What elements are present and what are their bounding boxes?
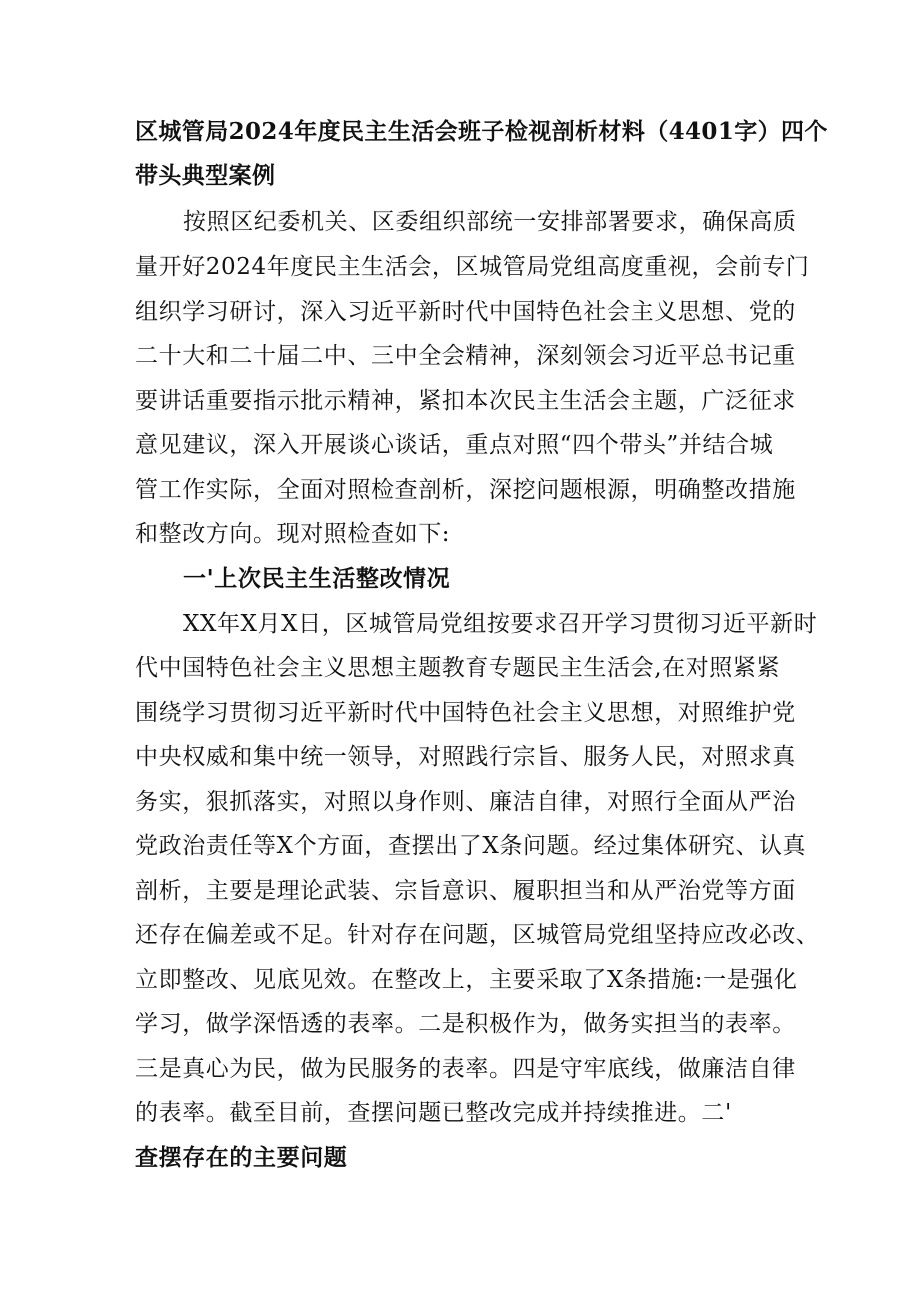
section-1-line-4: 中央权威和集中统一领导，对照践行宗旨、服务人民，对照求真 <box>135 744 796 770</box>
section-1-line-3: 围绕学习贯彻习近平新时代中国特色社会主义思想，对照维护党 <box>135 700 796 726</box>
intro-line-6: 意见建议，深入开展谈心谈话，重点对照“四个带头”并结合城 <box>135 432 774 458</box>
section-1-line-5: 务实，狠抓落实，对照以身作则、廉洁自律，对照行全面从严治 <box>135 789 796 815</box>
section-1-line-1: XX年X月X日，区城管局党组按要求召开学习贯彻习近平新时 <box>183 611 818 637</box>
intro-line-1: 按照区纪委机关、区委组织部统一安排部署要求，确保高质 <box>183 209 797 235</box>
intro-line-3: 组织学习研讨，深入习近平新时代中国特色社会主义思想、党的 <box>135 299 796 325</box>
document-title-line-2: 带头典型案例 <box>135 162 276 189</box>
intro-line-4: 二十大和二十届二中、三中全会精神，深刻领会习近平总书记重 <box>135 343 796 369</box>
section-1-line-7: 剖析，主要是理论武装、宗旨意识、履职担当和从严治党等方面 <box>135 878 796 904</box>
section-1-line-9: 立即整改、见底见效。在整改上，主要采取了X条措施:一是强化 <box>135 967 798 993</box>
section-1-line-8: 还存在偏差或不足。针对存在问题，区城管局党组坚持应改必改、 <box>135 922 820 948</box>
intro-line-2: 量开好2024年度民主生活会，区城管局党组高度重视，会前专门 <box>135 254 810 280</box>
section-1-line-12: 的表率。截至目前，查摆问题已整改完成并持续推进。二' <box>135 1100 732 1126</box>
section-1-heading: 一'上次民主生活整改情况 <box>183 565 451 592</box>
section-1-line-2: 代中国特色社会主义思想主题教育专题民主生活会,在对照紧紧 <box>135 655 781 681</box>
section-1-line-11: 三是真心为民，做为民服务的表率。四是守牢底线，做廉洁自律 <box>135 1056 796 1082</box>
section-2-heading: 查摆存在的主要问题 <box>135 1144 348 1171</box>
intro-line-7: 管工作实际，全面对照检查剖析，深挖问题根源，明确整改措施 <box>135 477 796 503</box>
section-1-line-6: 党政治责任等X个方面，查摆出了X条问题。经过集体研究、认真 <box>135 833 807 859</box>
intro-line-8: 和整改方向。现对照检查如下: <box>135 521 451 547</box>
section-1-line-10: 学习，做学深悟透的表率。二是积极作为，做务实担当的表率。 <box>135 1011 796 1037</box>
document-title-line-1: 区城管局2024年度民主生活会班子检视剖析材料（4401字）四个 <box>135 118 828 145</box>
intro-line-5: 要讲话重要指示批示精神，紧扣本次民主生活会主题，广泛征求 <box>135 388 796 414</box>
